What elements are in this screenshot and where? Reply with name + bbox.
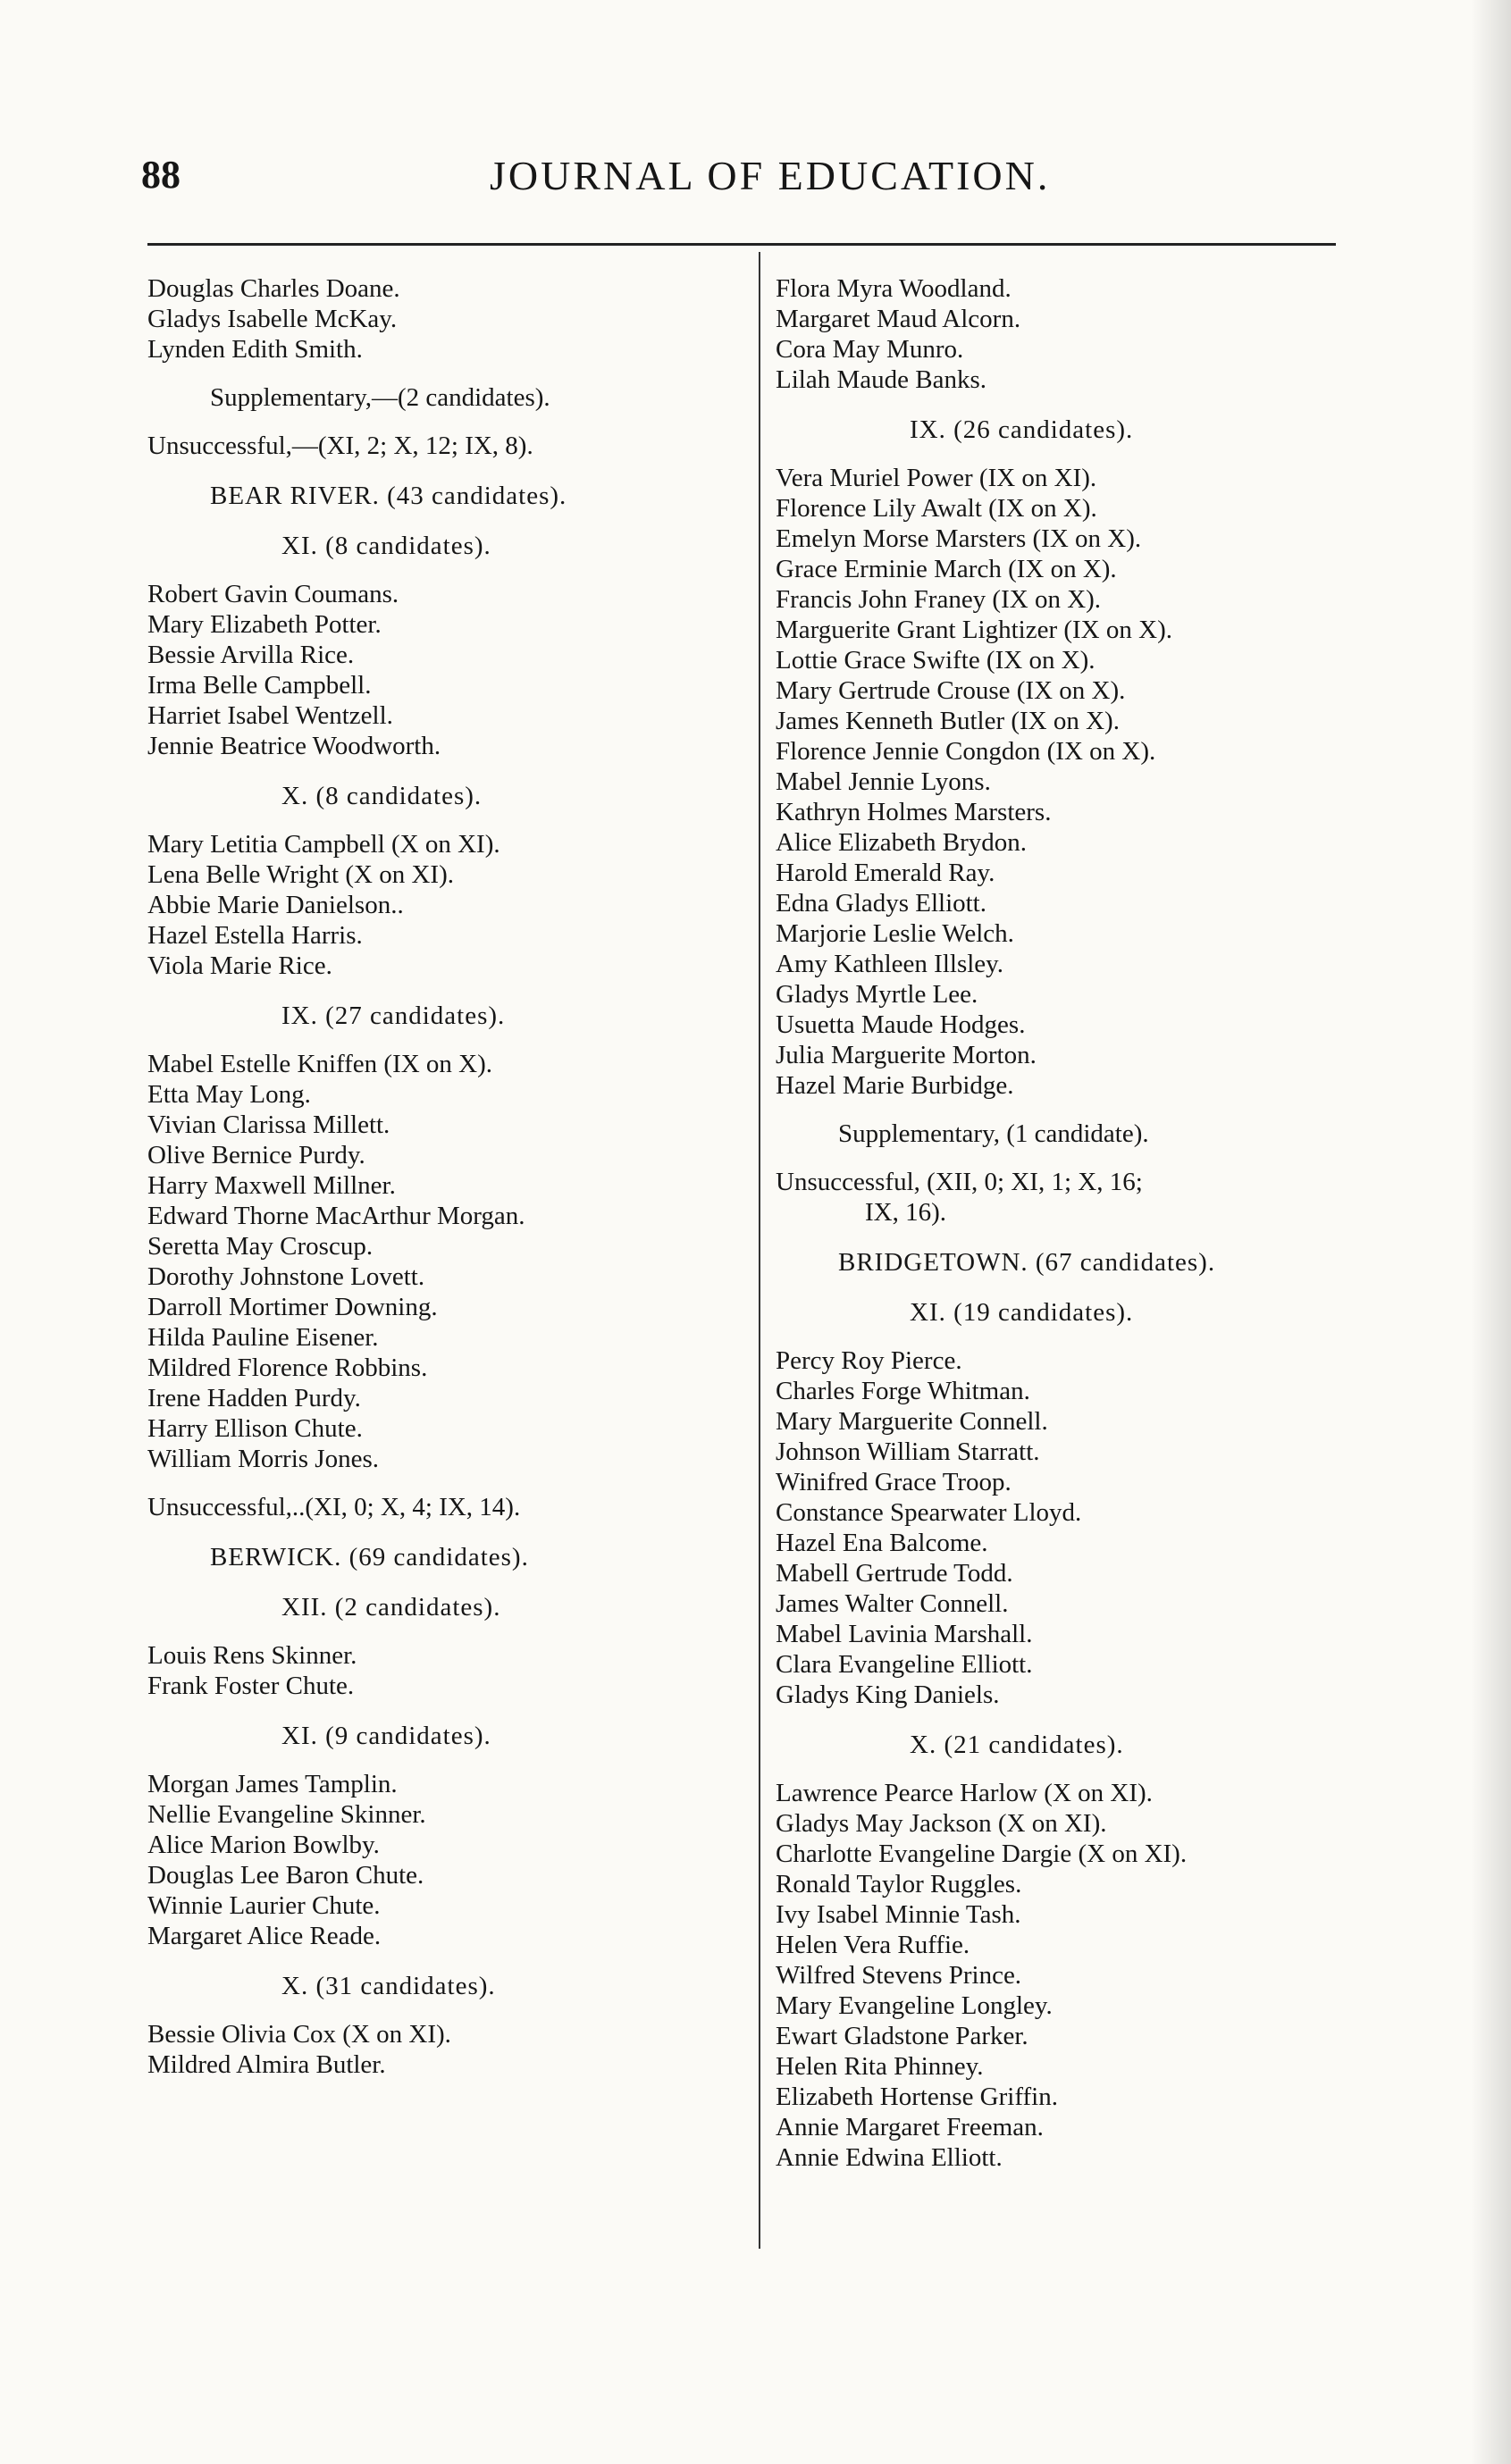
candidate-name: Etta May Long. <box>147 1080 311 1109</box>
candidate-name: Annie Edwina Elliott. <box>776 2143 1003 2172</box>
header-rule <box>147 243 1336 246</box>
name-list <box>147 1769 728 1951</box>
name-list <box>147 1049 728 1474</box>
candidate-name: Gladys Isabelle McKay. <box>147 305 398 333</box>
candidate-name: Mary Evangeline Longley. <box>776 1991 1053 2020</box>
candidate-name: Mary Gertrude Crouse (IX on X). <box>776 676 1126 705</box>
candidate-name: Lawrence Pearce Harlow (X on XI). <box>776 1779 1153 1807</box>
candidate-name: Gladys Myrtle Lee. <box>776 980 978 1009</box>
candidate-name: Gladys King Daniels. <box>776 1680 1000 1709</box>
name-list <box>776 463 1356 1101</box>
candidate-name: Clara Evangeline Elliott. <box>776 1650 1033 1679</box>
candidate-name: Viola Marie Rice. <box>147 951 332 980</box>
left-column <box>147 273 728 2080</box>
unsuccessful-note: Unsuccessful, (XII, 0; XI, 1; X, 16; <box>776 1168 1143 1196</box>
candidate-name: Edward Thorne MacArthur Morgan. <box>147 1202 525 1230</box>
candidate-name: Mabell Gertrude Todd. <box>776 1559 1013 1588</box>
grade-heading: XI. (19 candidates). <box>910 1298 1134 1327</box>
candidate-name: Ronald Taylor Ruggles. <box>776 1870 1022 1898</box>
page-header <box>141 152 1347 205</box>
candidate-name: Harry Ellison Chute. <box>147 1414 363 1443</box>
candidate-name: William Morris Jones. <box>147 1445 380 1473</box>
unsuccessful-note: Unsuccessful,..(XI, 0; X, 4; IX, 14). <box>147 1493 521 1521</box>
candidate-name: Ivy Isabel Minnie Tash. <box>776 1900 1021 1929</box>
candidate-name: Mabel Lavinia Marshall. <box>776 1620 1033 1648</box>
candidate-name: James Walter Connell. <box>776 1589 1009 1618</box>
candidate-name: Francis John Franey (IX on X). <box>776 585 1102 614</box>
page-number: 88 <box>141 153 180 197</box>
grade-heading: IX. (27 candidates). <box>281 1002 506 1030</box>
candidate-name: Charles Forge Whitman. <box>776 1377 1030 1405</box>
candidate-name: Harriet Isabel Wentzell. <box>147 701 393 730</box>
candidate-name: Hilda Pauline Eisener. <box>147 1323 379 1352</box>
candidate-name: Irene Hadden Purdy. <box>147 1384 361 1412</box>
candidate-name: Ewart Gladstone Parker. <box>776 2022 1028 2050</box>
candidate-name: Bessie Arvilla Rice. <box>147 641 355 669</box>
candidate-name: Annie Margaret Freeman. <box>776 2113 1044 2141</box>
grade-heading: XII. (2 candidates). <box>281 1593 501 1622</box>
candidate-name: Mary Marguerite Connell. <box>776 1407 1048 1436</box>
candidate-name: Winifred Grace Troop. <box>776 1468 1012 1496</box>
candidate-name: Hazel Estella Harris. <box>147 921 363 950</box>
grade-heading: XI. (8 candidates). <box>281 532 491 560</box>
candidate-name: Marguerite Grant Lightizer (IX on X). <box>776 616 1172 644</box>
candidate-name: Flora Myra Woodland. <box>776 274 1012 303</box>
candidate-name: Nellie Evangeline Skinner. <box>147 1800 426 1829</box>
candidate-name: Elizabeth Hortense Griffin. <box>776 2083 1058 2111</box>
column-divider <box>759 252 760 2249</box>
candidate-name: Winnie Laurier Chute. <box>147 1891 381 1920</box>
school-heading: BEAR RIVER. (43 candidates). <box>210 482 567 510</box>
right-column <box>776 273 1356 2173</box>
candidate-name: Alice Elizabeth Brydon. <box>776 828 1028 857</box>
name-list <box>147 2019 728 2080</box>
candidate-name: Kathryn Holmes Marsters. <box>776 798 1052 826</box>
candidate-name: Irma Belle Campbell. <box>147 671 372 700</box>
candidate-name: Margaret Alice Reade. <box>147 1922 382 1950</box>
journal-title: JOURNAL OF EDUCATION. <box>490 153 1051 198</box>
candidate-name: Florence Lily Awalt (IX on X). <box>776 494 1097 523</box>
candidate-name: Jennie Beatrice Woodworth. <box>147 732 441 760</box>
candidate-name: Mabel Estelle Kniffen (IX on X). <box>147 1050 493 1078</box>
candidate-name: Grace Erminie March (IX on X). <box>776 555 1117 583</box>
candidate-name: Johnson William Starratt. <box>776 1437 1040 1466</box>
candidate-name: Louis Rens Skinner. <box>147 1641 357 1670</box>
candidate-name: Douglas Lee Baron Chute. <box>147 1861 424 1890</box>
unsuccessful-note: Unsuccessful,—(XI, 2; X, 12; IX, 8). <box>147 432 533 460</box>
candidate-name: Percy Roy Pierce. <box>776 1346 962 1375</box>
school-heading: BERWICK. (69 candidates). <box>210 1543 529 1571</box>
candidate-name: Mabel Jennie Lyons. <box>776 767 991 796</box>
candidate-name: Lilah Maude Banks. <box>776 365 986 394</box>
candidate-name: Lynden Edith Smith. <box>147 335 363 364</box>
candidate-name: Olive Bernice Purdy. <box>147 1141 365 1169</box>
candidate-name: Lottie Grace Swifte (IX on X). <box>776 646 1095 675</box>
candidate-name: Usuetta Maude Hodges. <box>776 1010 1026 1039</box>
candidate-name: Margaret Maud Alcorn. <box>776 305 1021 333</box>
candidate-name: Morgan James Tamplin. <box>147 1770 398 1798</box>
candidate-name: Robert Gavin Coumans. <box>147 580 399 608</box>
candidate-name: Vera Muriel Power (IX on XI). <box>776 464 1097 492</box>
candidate-name: Helen Vera Ruffie. <box>776 1931 970 1959</box>
candidate-name: Julia Marguerite Morton. <box>776 1041 1037 1069</box>
candidate-name: Edna Gladys Elliott. <box>776 889 986 918</box>
grade-heading: XI. (9 candidates). <box>281 1722 491 1750</box>
candidate-name: Helen Rita Phinney. <box>776 2052 984 2081</box>
candidate-name: Mary Elizabeth Potter. <box>147 610 382 639</box>
note-continuation: IX, 16). <box>865 1198 947 1227</box>
candidate-name: Bessie Olivia Cox (X on XI). <box>147 2020 451 2049</box>
grade-heading: X. (8 candidates). <box>281 782 483 810</box>
candidate-name: Hazel Ena Balcome. <box>776 1529 988 1557</box>
candidate-name: Mildred Florence Robbins. <box>147 1354 428 1382</box>
candidate-name: Cora May Munro. <box>776 335 964 364</box>
grade-heading: IX. (26 candidates). <box>910 415 1134 444</box>
candidate-name: Mary Letitia Campbell (X on XI). <box>147 830 500 859</box>
grade-heading: X. (31 candidates). <box>281 1972 496 2000</box>
candidate-name: Charlotte Evangeline Dargie (X on XI). <box>776 1840 1188 1868</box>
candidate-name: Harold Emerald Ray. <box>776 859 995 887</box>
name-list <box>776 1778 1356 2173</box>
name-list <box>776 273 1356 395</box>
candidate-name: Constance Spearwater Lloyd. <box>776 1498 1082 1527</box>
candidate-name: Frank Foster Chute. <box>147 1672 355 1700</box>
candidate-name: Dorothy Johnstone Lovett. <box>147 1262 425 1291</box>
name-list <box>147 273 728 365</box>
candidate-name: Harry Maxwell Millner. <box>147 1171 396 1200</box>
school-heading: BRIDGETOWN. (67 candidates). <box>838 1248 1216 1277</box>
grade-heading: X. (21 candidates). <box>910 1731 1124 1759</box>
candidate-name: Abbie Marie Danielson.. <box>147 891 404 919</box>
supplementary-note: Supplementary, (1 candidate). <box>838 1119 1149 1148</box>
candidate-name: Mildred Almira Butler. <box>147 2050 386 2079</box>
candidate-name: Vivian Clarissa Millett. <box>147 1110 390 1139</box>
candidate-name: Emelyn Morse Marsters (IX on X). <box>776 524 1142 553</box>
candidate-name: Darroll Mortimer Downing. <box>147 1293 438 1321</box>
candidate-name: Douglas Charles Doane. <box>147 274 400 303</box>
candidate-name: Gladys May Jackson (X on XI). <box>776 1809 1107 1838</box>
supplementary-note: Supplementary,—(2 candidates). <box>210 383 550 412</box>
page-edge-shadow <box>1471 0 1511 2464</box>
candidate-name: Amy Kathleen Illsley. <box>776 950 1004 978</box>
candidate-name: James Kenneth Butler (IX on X). <box>776 707 1120 735</box>
name-list <box>147 579 728 761</box>
candidate-name: Lena Belle Wright (X on XI). <box>147 860 454 889</box>
candidate-name: Marjorie Leslie Welch. <box>776 919 1014 948</box>
candidate-name: Wilfred Stevens Prince. <box>776 1961 1022 1990</box>
candidate-name: Seretta May Croscup. <box>147 1232 374 1261</box>
name-list <box>147 1640 728 1701</box>
candidate-name: Florence Jennie Congdon (IX on X). <box>776 737 1156 766</box>
candidate-name: Hazel Marie Burbidge. <box>776 1071 1014 1100</box>
candidate-name: Alice Marion Bowlby. <box>147 1831 380 1859</box>
name-list <box>147 829 728 981</box>
name-list <box>776 1345 1356 1710</box>
